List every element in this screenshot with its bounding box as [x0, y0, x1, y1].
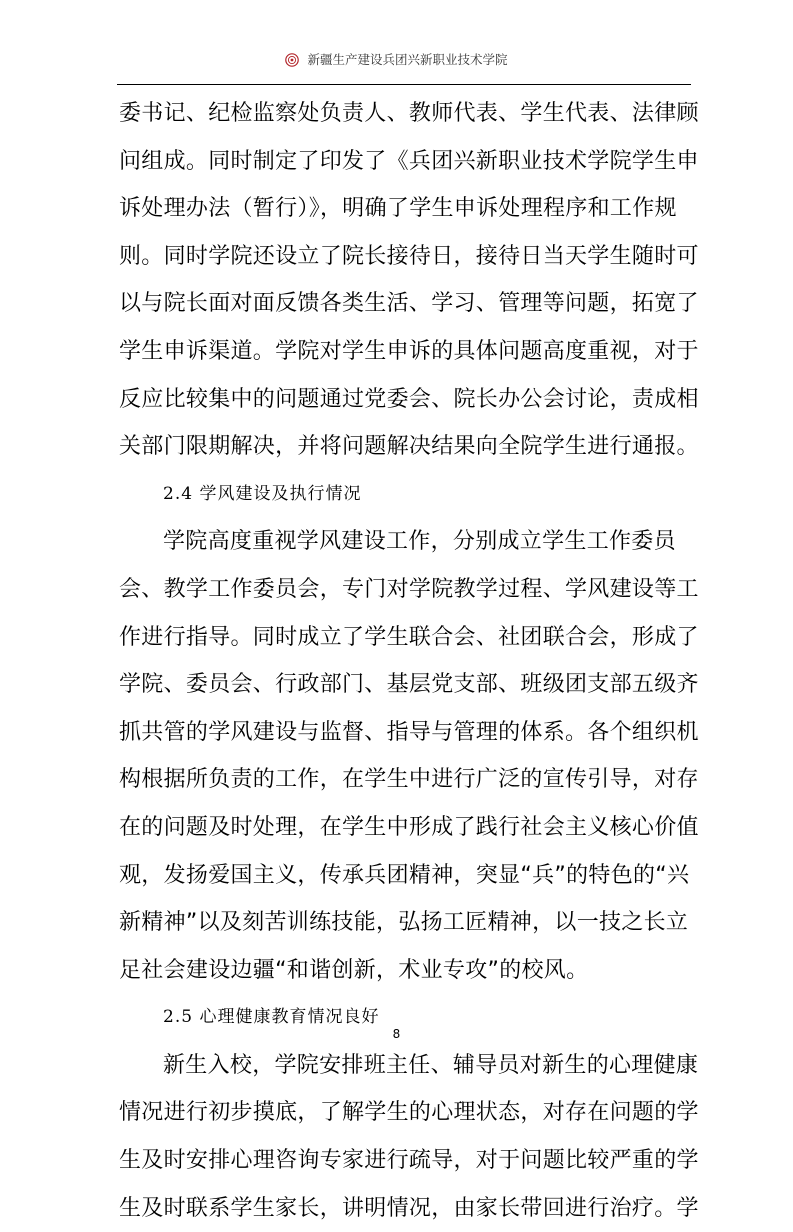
paragraph: [119, 90, 699, 471]
paragraph: [119, 1042, 699, 1232]
text-line: 反应比较集中的问题通过党委会、院长办公会讨论，责成相: [119, 386, 699, 412]
text-line: 新生入校，学院安排班主任、辅导员对新生的心理健康: [163, 1052, 699, 1078]
text-line: 学院、委员会、行政部门、基层党支部、班级团支部五级齐: [119, 672, 699, 698]
text-line: 生及时安排心理咨询专家进行疏导，对于问题比较严重的学: [119, 1148, 699, 1174]
header-org-name: 新疆生产建设兵团兴新职业技术学院: [307, 52, 508, 67]
text-line: 足社会建设边疆“和谐创新，术业专攻”的校风。: [119, 957, 589, 983]
text-line: 诉处理办法（暂行）》，明确了学生申诉处理程序和工作规: [119, 196, 677, 222]
text-line: 委书记、纪检监察处负责人、教师代表、学生代表、法律顾: [119, 101, 699, 126]
section-heading-2-4: 2.4 学风建设及执行情况: [163, 483, 362, 504]
text-line: 抓共管的学风建设与监督、指导与管理的体系。各个组织机: [119, 719, 699, 745]
page-number: 8: [392, 1027, 401, 1041]
page-header: [0, 50, 793, 68]
text-line: 作进行指导。同时成立了学生联合会、社团联合会，形成了: [119, 624, 699, 650]
header-divider: [117, 84, 691, 85]
text-line: 情况进行初步摸底，了解学生的心理状态，对存在问题的学: [119, 1100, 699, 1126]
section-heading-2-5: 2.5 心理健康教育情况良好: [163, 1007, 380, 1028]
text-line: 问组成。同时制定了印发了《兵团兴新职业技术学院学生申: [119, 148, 699, 174]
text-line: 关部门限期解决，并将问题解决结果向全院学生进行通报。: [119, 434, 699, 460]
text-line: 学院高度重视学风建设工作，分别成立学生工作委员: [163, 529, 676, 555]
text-line: 构根据所负责的工作，在学生中进行广泛的宣传引导，对存: [119, 767, 699, 793]
text-line: 在的问题及时处理，在学生中形成了践行社会主义核心价值: [119, 814, 699, 840]
document-body: [119, 90, 699, 1232]
text-line: 观，发扬爱国主义，传承兵团精神，突显“兵”的特色的“兴: [119, 862, 690, 888]
text-line: 生及时联系学生家长，讲明情况，由家长带回进行治疗。学: [119, 1195, 699, 1221]
text-line: 学生申诉渠道。学院对学生申诉的具体问题高度重视，对于: [119, 338, 699, 364]
college-seal-icon: [285, 53, 299, 67]
text-line: 则。同时学院还设立了院长接待日，接待日当天学生随时可: [119, 243, 699, 269]
text-line: 以与院长面对面反馈各类生活、学习、管理等问题，拓宽了: [119, 291, 699, 317]
text-line: 会、教学工作委员会，专门对学院教学过程、学风建设等工: [119, 576, 699, 602]
text-line: 新精神”以及刻苦训练技能，弘扬工匠精神，以一技之长立: [119, 910, 689, 936]
paragraph: [119, 518, 699, 994]
